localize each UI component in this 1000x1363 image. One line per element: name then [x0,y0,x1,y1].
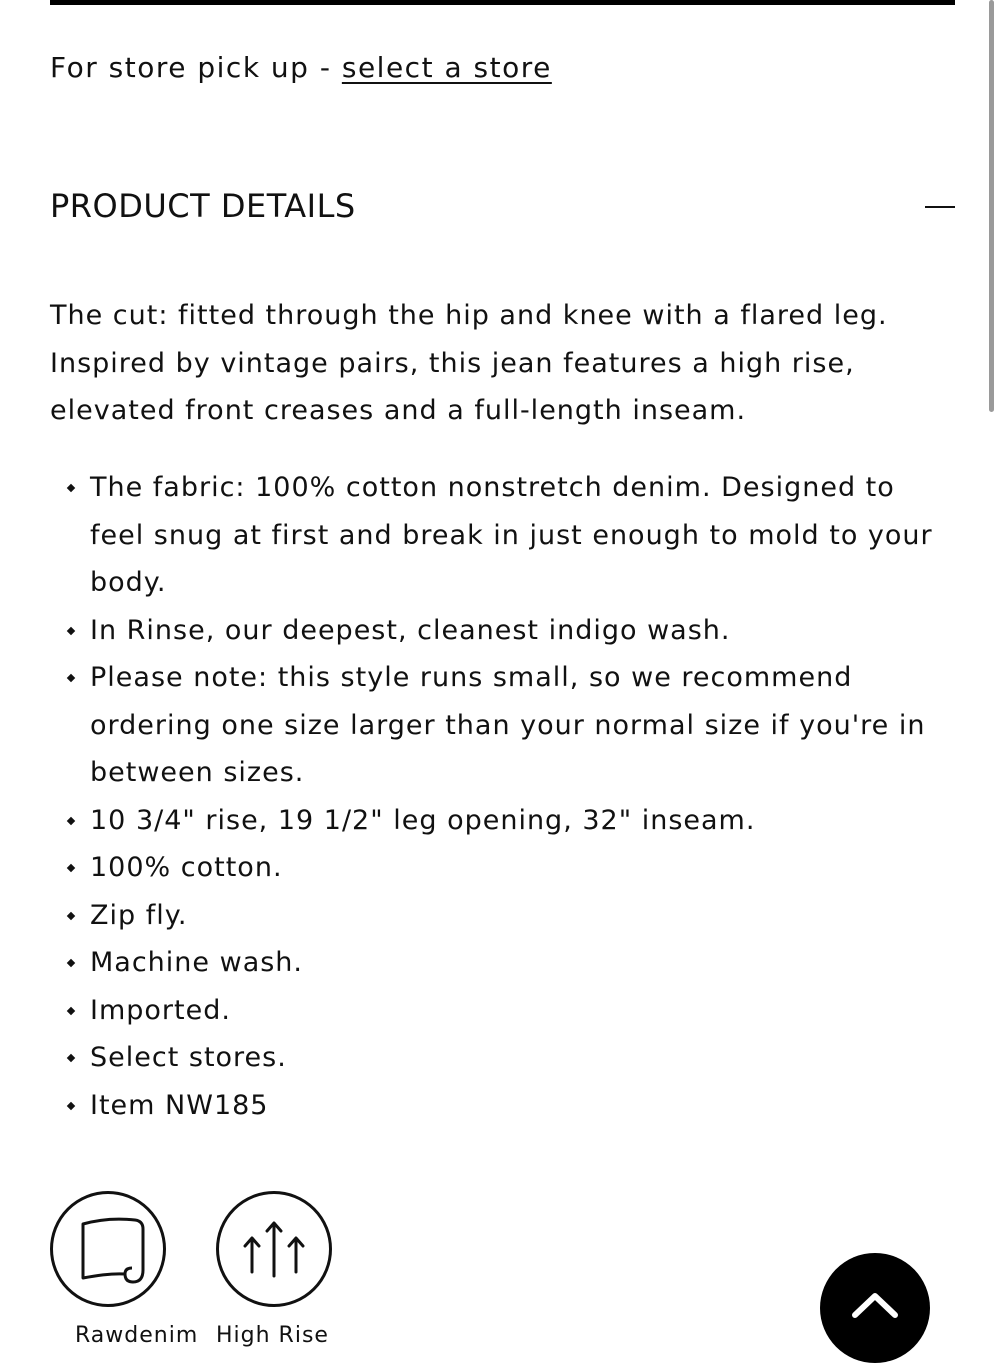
list-item-text: In Rinse, our deepest, cleanest indigo wash. [90,614,731,646]
list-item-text: The fabric: 100% cotton nonstretch denim. Designed to feel snug at first and break in just enough to mold to your body. [90,472,933,598]
list-item [50,844,955,892]
list-item-text: Machine wash. [90,947,303,978]
bullet-icon [67,674,75,682]
product-details-list [50,464,955,1129]
product-details-header[interactable] [50,180,955,230]
bullet-icon [67,816,75,824]
bullet-icon [67,959,75,967]
list-item [50,892,955,940]
back-to-top-button[interactable] [820,1253,930,1363]
bullet-icon [67,1054,75,1062]
list-item-text: Item NW185 [90,1089,269,1121]
bullet-icon [67,1006,75,1014]
feature-icons [50,1191,450,1348]
fabric-roll-icon [50,1191,166,1307]
list-item [50,797,955,845]
bullet-icon [67,1101,75,1109]
select-store-link[interactable]: select a store [341,51,552,84]
list-item-text: Imported. [90,994,231,1026]
list-item [50,939,955,987]
bullet-icon [67,864,75,872]
store-pickup-line [50,48,552,88]
list-item-text: Select stores. [90,1042,287,1073]
chevron-up-icon [820,1253,930,1333]
product-description: The cut: fitted through the hip and knee with a flared leg. Inspired by vintage pairs, this jean features a high rise, elevated front creases and a full-length inseam. [50,300,888,426]
list-item [50,654,955,797]
list-item [50,1034,955,1082]
store-pickup-text: For store pick up - [50,51,342,84]
feature-caption: High Rise [216,1323,329,1348]
scrollbar[interactable] [989,0,994,412]
list-item [50,987,955,1035]
list-item [50,464,955,607]
collapse-minus-icon[interactable] [925,206,955,208]
top-divider [50,0,955,5]
list-item-text: Zip fly. [90,899,188,931]
feature-caption: Rawdenim [75,1323,199,1348]
list-item-text: Please note: this style runs small, so we recommend ordering one size larger than your normal size if you're in between sizes. [90,662,926,788]
list-item-text: 10 3/4" rise, 19 1/2" leg opening, 32" inseam. [90,804,756,836]
list-item [50,607,955,655]
section-title: PRODUCT DETAILS [50,187,356,225]
list-item [50,1082,955,1130]
bullet-icon [67,484,75,492]
list-item-text: 100% cotton. [90,852,283,883]
bullet-icon [67,626,75,634]
high-rise-arrows-icon [216,1191,332,1307]
bullet-icon [67,911,75,919]
